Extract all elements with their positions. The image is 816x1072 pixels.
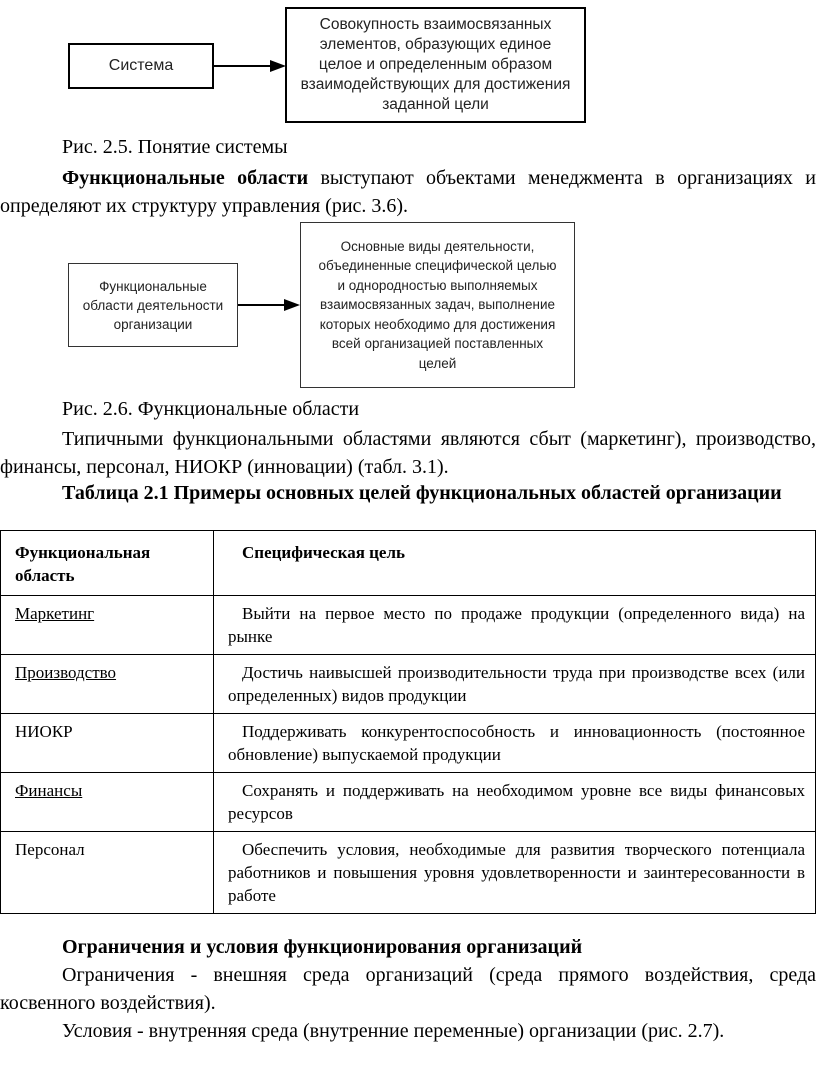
system-definition-box [285, 7, 586, 123]
table-row [1, 655, 816, 714]
area-link-marketing[interactable]: Маркетинг [15, 604, 95, 623]
system-box-label: Система [108, 57, 174, 74]
paragraph-text: выступают объектами менеджмента в организациях и определяют их структуру управления (рис. 3.6). [0, 167, 816, 217]
goal-cell [214, 773, 816, 832]
system-box [68, 43, 214, 89]
table-row [1, 832, 816, 914]
paragraph-conditions: Условия - внутренняя среда (внутренние переменные) организации (рис. 2.7). [62, 1020, 725, 1042]
arrow-head-icon [270, 60, 286, 72]
area-label-personnel: Персонал [15, 840, 85, 859]
arrow-connector [214, 65, 272, 67]
goal-cell [214, 655, 816, 714]
table-row [1, 773, 816, 832]
area-cell [1, 714, 214, 773]
area-cell [1, 596, 214, 655]
area-cell [1, 773, 214, 832]
goal-text: Обеспечить условия, необходимые для развития творческого потенциала работников и повышения уровня удовлетворенности и заинтересованности в работе [228, 840, 805, 905]
area-label-rnd: НИОКР [15, 722, 73, 741]
functional-areas-definition-text: Основные виды деятельности, объединенные специфической целью и однородностью выполняемых взаимосвязанных задач, выполнение которых необходимо для достижения всей организацией поставленных целей [318, 238, 557, 371]
arrow-head-icon [284, 299, 300, 311]
area-link-production[interactable]: Производство [15, 663, 117, 682]
paragraph-typical-areas: Типичными функциональными областями являются сбыт (маркетинг), производство, финансы, персонал, НИОКР (инновации) (табл. 3.1). [0, 428, 816, 478]
paragraph-constraints: Ограничения - внешняя среда организаций (среда прямого воздействия, среда косвенного воздействия). [0, 964, 816, 1014]
arrow-connector-2 [238, 304, 286, 306]
paragraph-functional-areas [0, 164, 816, 220]
functional-areas-box [68, 263, 238, 347]
table-row [1, 714, 816, 773]
functional-areas-table [0, 530, 816, 914]
goal-text: Достичь наивысшей производительности труда при производстве всех (или определенных) видов продукции [228, 663, 805, 705]
header-goal: Специфическая цель [214, 531, 816, 596]
goal-text: Поддерживать конкурентоспособность и инновационность (постоянное обновление) выпускаемой продукции [228, 722, 805, 764]
bold-term: Функциональные области [62, 167, 309, 189]
table-header-row [1, 531, 816, 596]
functional-areas-definition-box [300, 222, 575, 388]
table-row [1, 596, 816, 655]
goal-cell [214, 596, 816, 655]
goal-cell [214, 714, 816, 773]
functional-areas-box-label: Функциональные области деятельности организации [82, 278, 224, 332]
goal-text: Выйти на первое место по продаже продукции (определенного вида) на рынке [228, 604, 805, 646]
area-link-finance[interactable]: Финансы [15, 781, 83, 800]
figure-caption-2-6: Рис. 2.6. Функциональные области [62, 398, 360, 420]
section-heading: Ограничения и условия функционирования организаций [62, 936, 583, 958]
area-cell [1, 832, 214, 914]
table-title: Таблица 2.1 Примеры основных целей функциональных областей организации [62, 482, 782, 504]
area-cell [1, 655, 214, 714]
goal-cell [214, 832, 816, 914]
figure-caption-2-5: Рис. 2.5. Понятие системы [62, 136, 288, 158]
system-definition-text: Совокупность взаимосвязанных элементов, образующих единое целое и определенным образом взаимодействующих для достижения заданной цели [300, 16, 571, 113]
header-area: Функциональная область [1, 531, 214, 596]
goal-text: Сохранять и поддерживать на необходимом уровне все виды финансовых ресурсов [228, 781, 805, 823]
